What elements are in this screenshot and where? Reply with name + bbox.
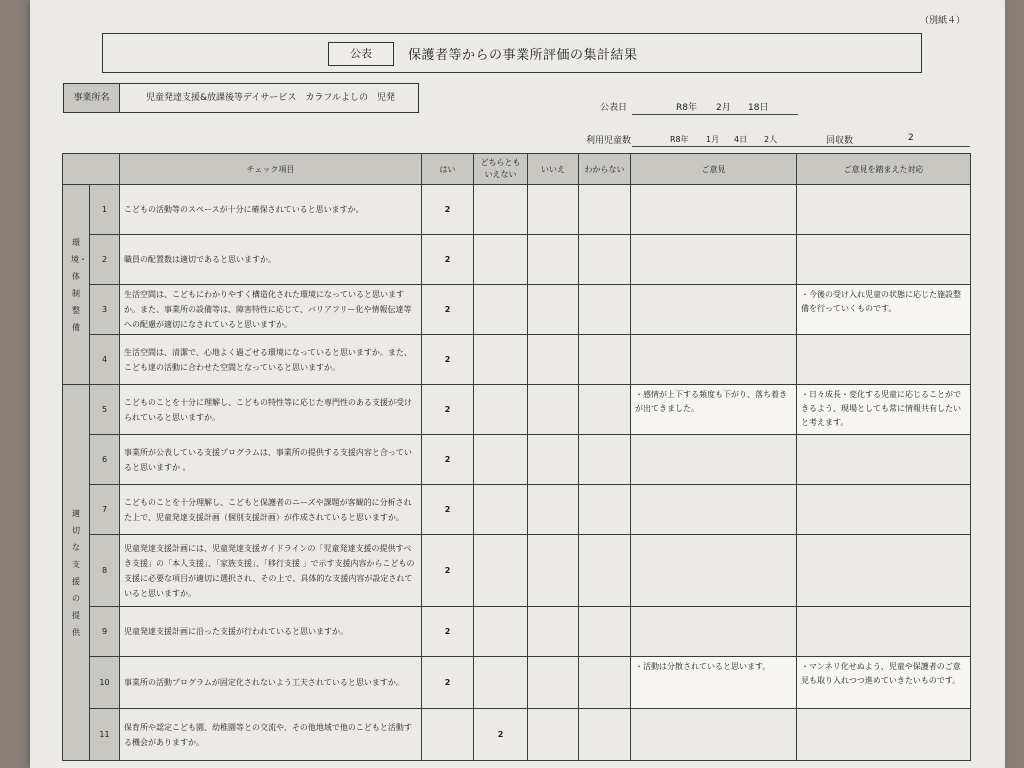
table-row <box>63 185 971 235</box>
answer-unknown <box>579 709 631 761</box>
publish-tag: 公表 <box>328 42 394 66</box>
answer-neither <box>474 485 528 535</box>
check-item-text: 職員の配置数は適切であると思いますか。 <box>120 235 422 285</box>
answer-unknown <box>579 607 631 657</box>
opinion-cell: ・活動は分散されていると思います。 <box>631 657 797 709</box>
row-number: 8 <box>90 535 120 607</box>
row-number: 4 <box>90 335 120 385</box>
answer-no <box>528 435 579 485</box>
category-cell <box>63 185 90 385</box>
opinion-cell <box>631 485 797 535</box>
opinion-cell <box>631 185 797 235</box>
response-cell <box>797 709 971 761</box>
answer-unknown <box>579 535 631 607</box>
table-row <box>63 285 971 335</box>
response-cell <box>797 607 971 657</box>
answer-yes: 2 <box>422 607 474 657</box>
answer-yes: 2 <box>422 285 474 335</box>
opinion-cell <box>631 335 797 385</box>
answer-yes: 2 <box>422 485 474 535</box>
answer-neither <box>474 435 528 485</box>
table-body <box>63 185 971 761</box>
opinion-cell <box>631 607 797 657</box>
header-check-item: チェック項目 <box>120 154 422 185</box>
opinion-cell <box>631 435 797 485</box>
publish-date-month: 2月 <box>716 103 731 113</box>
answer-unknown <box>579 385 631 435</box>
check-item-text: 保育所や認定こども園、幼稚園等との交流や、その他地域で他のこどもと活動する機会がありますか。 <box>120 709 422 761</box>
check-item-text: 児童発達支援計画には、児童発達支援ガイドラインの「児童発達支援の提供すべき支援」の「本人支援」、「家族支援」、「移行支援 」で示す支援内容からこどもの支援に必要な項目が適切に選択され、その上で、具体的な支援内容が設定されていると思いますか。 <box>120 535 422 607</box>
collected-count-value: 2 <box>908 133 914 143</box>
answer-unknown <box>579 335 631 385</box>
answer-no <box>528 335 579 385</box>
response-cell <box>797 485 971 535</box>
answer-yes: 2 <box>422 535 474 607</box>
answer-yes: 2 <box>422 657 474 709</box>
answer-neither <box>474 235 528 285</box>
publish-date-year: R8年 <box>676 103 697 113</box>
header-response: ご意見を踏まえた対応 <box>797 154 971 185</box>
answer-unknown <box>579 435 631 485</box>
header-corner <box>63 154 120 185</box>
header-yes: はい <box>422 154 474 185</box>
answer-neither: 2 <box>474 709 528 761</box>
answer-yes: 2 <box>422 385 474 435</box>
header-neither: どちらとも いえない <box>474 154 528 185</box>
users-date-year: R8年 <box>670 135 689 144</box>
row-number: 10 <box>90 657 120 709</box>
response-cell: ・今後の受け入れ児童の状態に応じた施設整備を行っていくものです。 <box>797 285 971 335</box>
table-row <box>63 657 971 709</box>
office-name-label: 事業所名 <box>63 83 120 113</box>
table-row <box>63 485 971 535</box>
answer-yes: 2 <box>422 335 474 385</box>
answer-no <box>528 657 579 709</box>
table-header-row <box>63 154 971 185</box>
header-opinion: ご意見 <box>631 154 797 185</box>
response-cell <box>797 535 971 607</box>
opinion-cell <box>631 709 797 761</box>
opinion-cell <box>631 285 797 335</box>
page-title: 保護者等からの事業所評価の集計結果 <box>408 48 638 63</box>
answer-no <box>528 709 579 761</box>
row-number: 7 <box>90 485 120 535</box>
answer-neither <box>474 185 528 235</box>
answer-neither <box>474 285 528 335</box>
answer-yes: 2 <box>422 235 474 285</box>
table-row <box>63 235 971 285</box>
row-number: 9 <box>90 607 120 657</box>
answer-neither <box>474 385 528 435</box>
response-cell <box>797 335 971 385</box>
opinion-cell <box>631 535 797 607</box>
answer-no <box>528 285 579 335</box>
users-count-value: 2人 <box>764 135 778 144</box>
answer-unknown <box>579 185 631 235</box>
users-count-label: 利用児童数 <box>586 136 632 146</box>
table-row <box>63 385 971 435</box>
check-item-text: こどものことを十分に理解し、こどもの特性等に応じた専門性のある支援が受けられていると思いますか。 <box>120 385 422 435</box>
collected-count-label: 回収数 <box>826 136 854 146</box>
office-name-value: 児童発達支援&放課後等デイサービス カラフルよしの 児発 <box>119 83 419 113</box>
answer-no <box>528 535 579 607</box>
table-row <box>63 335 971 385</box>
category-cell <box>63 385 90 761</box>
users-date-month: 1月 <box>706 135 720 144</box>
check-item-text: こどものことを十分理解し、こどもと保護者のニーズや課題が客観的に分析された上で、児童発達支援計画（個別支援計画）が作成されていると思いますか。 <box>120 485 422 535</box>
answer-unknown <box>579 485 631 535</box>
response-cell <box>797 435 971 485</box>
table-row <box>63 535 971 607</box>
answer-yes: 2 <box>422 435 474 485</box>
answer-no <box>528 607 579 657</box>
answer-no <box>528 185 579 235</box>
row-number: 5 <box>90 385 120 435</box>
opinion-cell: ・感情が上下する頻度も下がり、落ち着きが出てきました。 <box>631 385 797 435</box>
check-item-text: 事業所が公表している支援プログラムは、事業所の提供する支援内容と合っていると思いますか 。 <box>120 435 422 485</box>
category-label: 環境・体制整備 <box>71 237 87 332</box>
response-cell: ・マンネリ化せぬよう、児童や保護者のご意見も取り入れつつ進めていきたいものです。 <box>797 657 971 709</box>
row-number: 11 <box>90 709 120 761</box>
publish-date-label: 公表日 <box>600 103 628 113</box>
evaluation-table <box>62 153 971 761</box>
table-row <box>63 607 971 657</box>
answer-no <box>528 485 579 535</box>
response-cell <box>797 235 971 285</box>
answer-unknown <box>579 285 631 335</box>
row-number: 6 <box>90 435 120 485</box>
answer-unknown <box>579 657 631 709</box>
header-no: いいえ <box>528 154 579 185</box>
answer-no <box>528 235 579 285</box>
check-item-text: 事業所の活動プログラムが固定化されないよう工夫されていると思いますか。 <box>120 657 422 709</box>
attachment-label: （別紙４） <box>920 16 966 26</box>
response-cell: ・日々成長・変化する児童に応じることができるよう、現場としても常に情報共有したいと考えます。 <box>797 385 971 435</box>
opinion-cell <box>631 235 797 285</box>
users-underline <box>632 146 970 147</box>
publish-date-day: 18日 <box>748 103 769 113</box>
header-unknown: わからない <box>579 154 631 185</box>
row-number: 1 <box>90 185 120 235</box>
answer-neither <box>474 657 528 709</box>
answer-neither <box>474 335 528 385</box>
check-item-text: 児童発達支援計画に沿った支援が行われていると思いますか。 <box>120 607 422 657</box>
publish-date-underline <box>632 114 798 115</box>
check-item-text: こどもの活動等のスペースが十分に確保されていると思いますか。 <box>120 185 422 235</box>
answer-neither <box>474 607 528 657</box>
check-item-text: 生活空間は、こどもにわかりやすく構造化された環境になっていると思いますか。また、事業所の設備等は、障害特性に応じて、バリアフリー化や情報伝達等への配慮が適切になされていると思いますか。 <box>120 285 422 335</box>
check-item-text: 生活空間は、清潔で、心地よく過ごせる環境になっていると思いますか。また、こども達の活動に合わせた空間となっていると思いますか。 <box>120 335 422 385</box>
answer-yes <box>422 709 474 761</box>
response-cell <box>797 185 971 235</box>
users-date-day: 4日 <box>734 135 748 144</box>
row-number: 2 <box>90 235 120 285</box>
answer-neither <box>474 535 528 607</box>
answer-yes: 2 <box>422 185 474 235</box>
row-number: 3 <box>90 285 120 335</box>
answer-no <box>528 385 579 435</box>
table-row <box>63 435 971 485</box>
category-label: 適切な支援の提供 <box>72 508 80 637</box>
answer-unknown <box>579 235 631 285</box>
table-row <box>63 709 971 761</box>
